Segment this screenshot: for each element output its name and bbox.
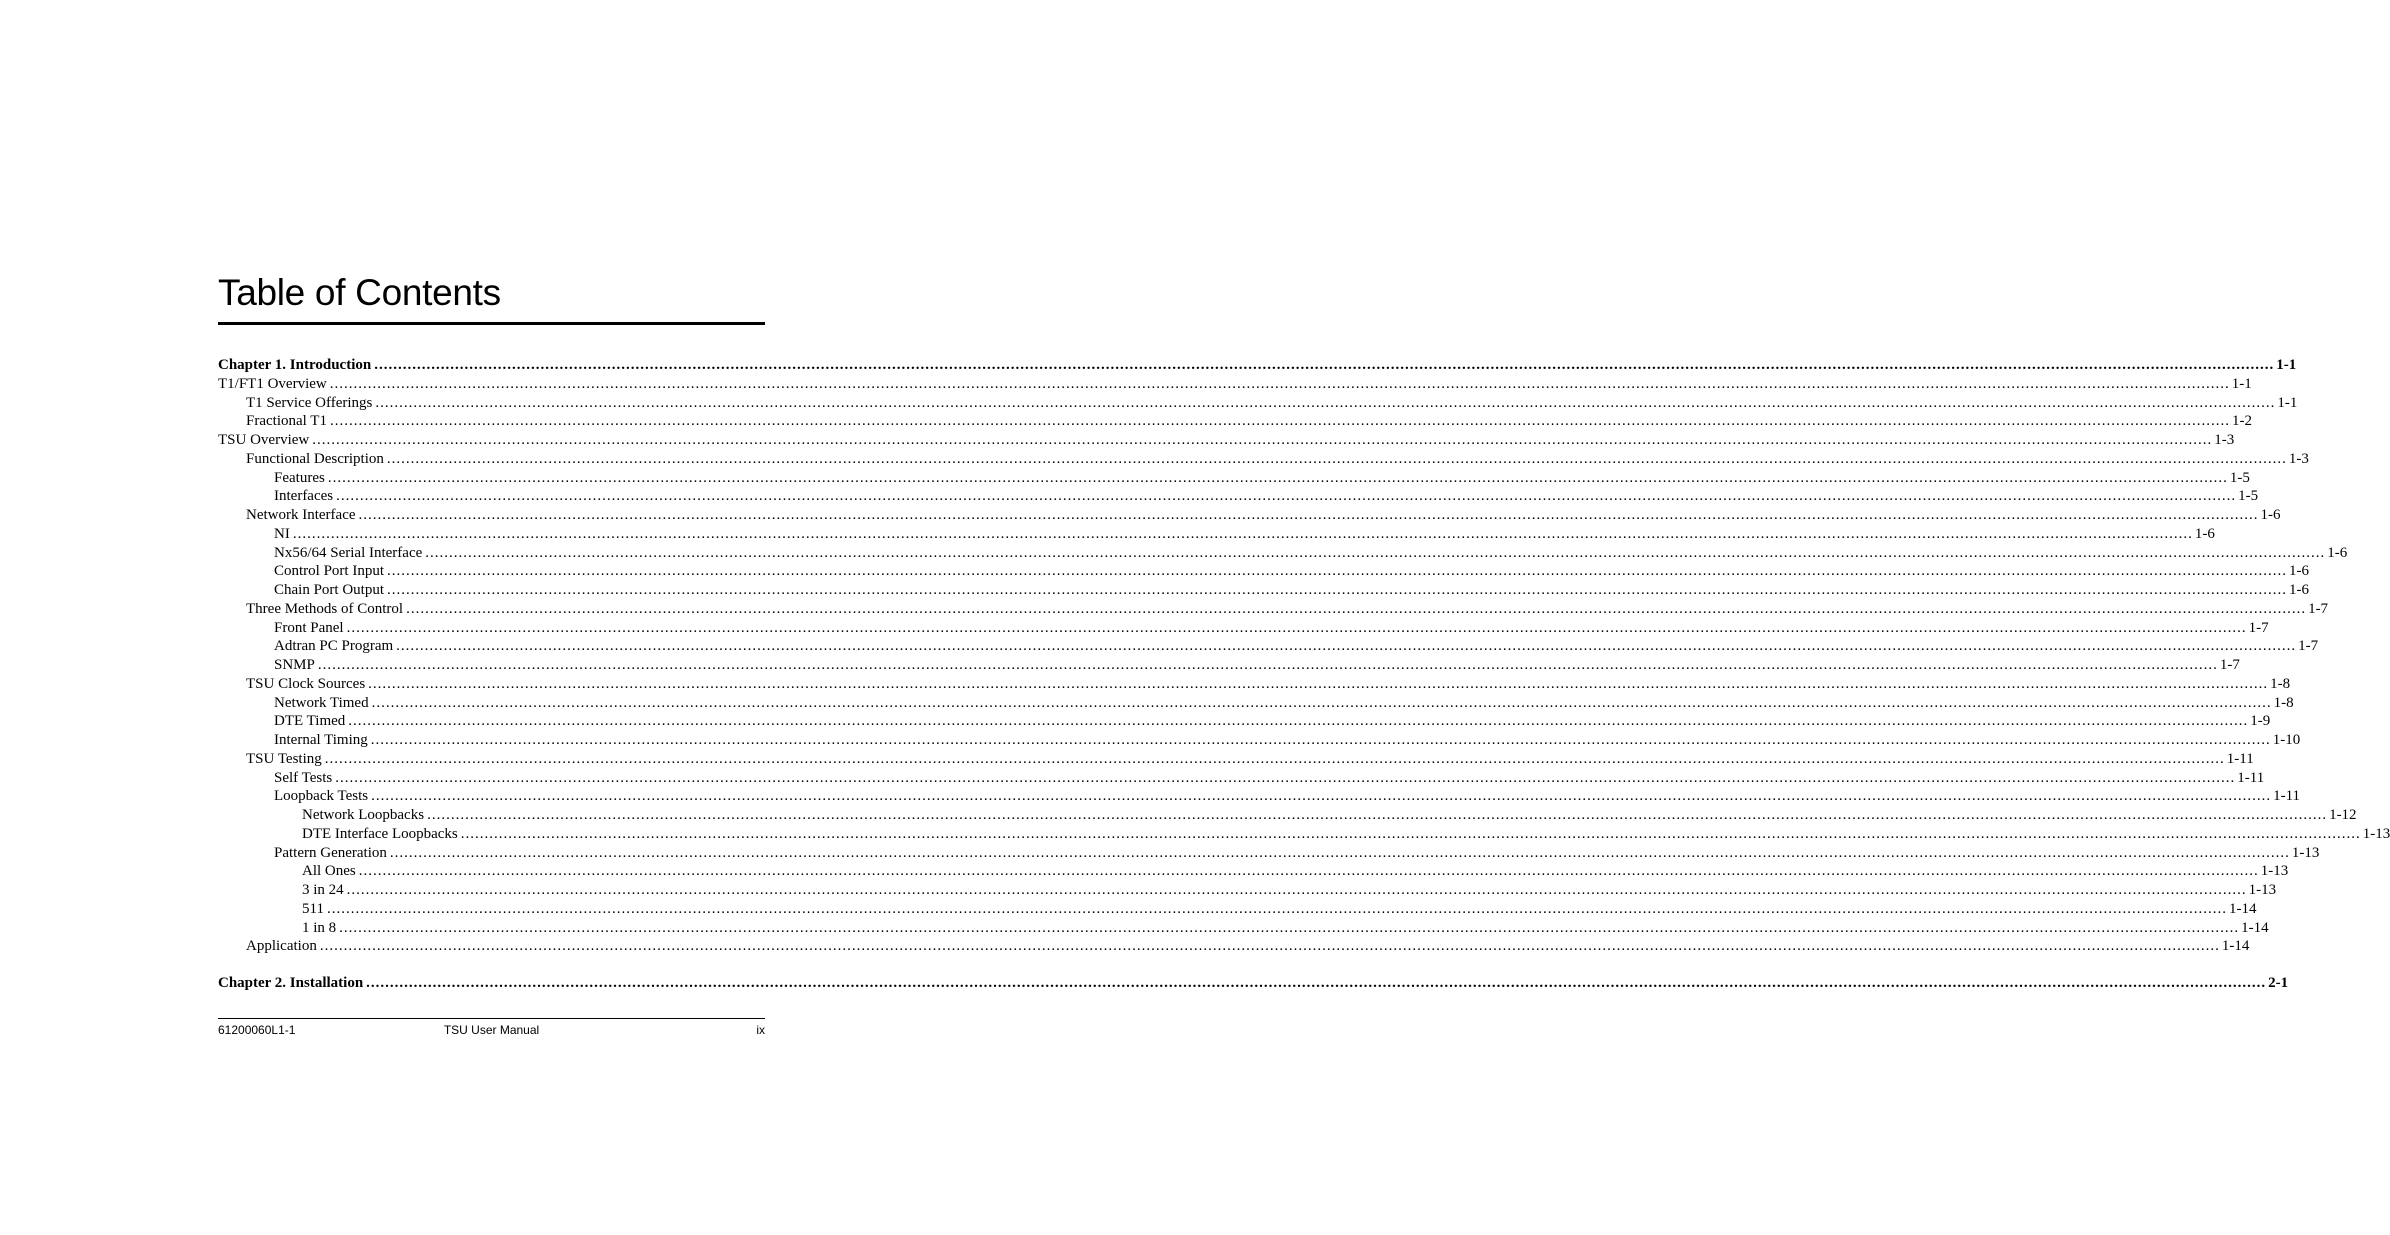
dot-leader: ................................................................................................................................................................................................................................................................................................................................................................................................................ — [460, 825, 2361, 842]
toc-entry-page: 1-14 — [2228, 900, 2257, 917]
toc-entry-label: Internal Timing — [274, 732, 368, 748]
toc-entry[interactable] — [218, 525, 2215, 544]
dot-leader: ................................................................................................................................................................................................................................................................................................................................................................................................................ — [346, 619, 2247, 636]
toc-entry-page: 1-7 — [2219, 657, 2240, 673]
toc-entry[interactable] — [218, 544, 2348, 563]
dot-leader: ................................................................................................................................................................................................................................................................................................................................................................................................................ — [339, 919, 2240, 936]
dot-leader: ................................................................................................................................................................................................................................................................................................................................................................................................................ — [324, 750, 2225, 767]
toc-entry-label: TSU Clock Sources — [246, 675, 366, 692]
dot-leader: ................................................................................................................................................................................................................................................................................................................................................................................................................ — [371, 788, 2272, 805]
dot-leader: ................................................................................................................................................................................................................................................................................................................................................................................................................ — [386, 450, 2287, 467]
toc-entry-page: 1-6 — [2194, 525, 2215, 542]
toc-entry-label: All Ones — [302, 863, 356, 880]
dot-leader: ................................................................................................................................................................................................................................................................................................................................................................................................................ — [312, 432, 2213, 448]
toc-entry-page: 1-7 — [2248, 619, 2269, 636]
toc-entry-label: Pattern Generation — [274, 844, 387, 861]
toc-entry[interactable] — [218, 937, 2250, 956]
dot-leader: ................................................................................................................................................................................................................................................................................................................................................................................................................ — [327, 469, 2228, 486]
toc-entry-label: Nx56/64 Serial Interface — [274, 544, 423, 561]
page-footer — [218, 1023, 765, 1039]
toc-entry-label: Loopback Tests — [274, 788, 369, 805]
toc-entry-label: Interfaces — [274, 488, 334, 505]
toc-entry-label: Functional Description — [246, 450, 384, 467]
toc-entry-page: 1-12 — [2329, 807, 2357, 823]
dot-leader: ................................................................................................................................................................................................................................................................................................................................................................................................................ — [387, 582, 2288, 598]
toc-entry-label: DTE Timed — [274, 713, 346, 730]
toc-entry-page: 1-1 — [2231, 375, 2252, 392]
toc-entry-page: 1-3 — [2214, 432, 2235, 448]
toc-entry-label: Chapter 2. Installation — [218, 975, 364, 992]
toc-entry-label: 511 — [302, 900, 324, 917]
toc-entry-page: 1-13 — [2248, 882, 2277, 898]
dot-leader: ................................................................................................................................................................................................................................................................................................................................................................................................................ — [348, 713, 2249, 730]
toc-entry-label: 1 in 8 — [302, 919, 337, 936]
page-number: ix — [756, 1023, 765, 1037]
manual-title: TSU User Manual — [443, 1023, 540, 1037]
toc-entry[interactable] — [218, 562, 2310, 581]
toc-entry-label: NI — [274, 525, 290, 542]
dot-leader: ................................................................................................................................................................................................................................................................................................................................................................................................................ — [329, 413, 2230, 430]
toc-entry[interactable] — [218, 750, 2254, 769]
toc-entry[interactable] — [218, 619, 2269, 638]
toc-entry[interactable] — [218, 881, 2277, 900]
toc-entry[interactable] — [218, 600, 2329, 619]
dot-leader: ................................................................................................................................................................................................................................................................................................................................................................................................................ — [358, 507, 2259, 523]
toc-entry-page: 1-10 — [2272, 732, 2301, 748]
toc-entry-page: 1-2 — [2231, 413, 2252, 430]
toc-entry-page: 1-7 — [2308, 600, 2329, 617]
toc-entry-page: 1-13 — [2362, 825, 2390, 842]
toc-entry-label: Features — [274, 469, 325, 486]
dot-leader: ................................................................................................................................................................................................................................................................................................................................................................................................................ — [368, 675, 2269, 692]
toc-entry[interactable] — [218, 862, 2289, 881]
toc-entry[interactable] — [218, 919, 2269, 938]
dot-leader: ................................................................................................................................................................................................................................................................................................................................................................................................................ — [396, 638, 2297, 655]
dot-leader: ................................................................................................................................................................................................................................................................................................................................................................................................................ — [292, 525, 2193, 542]
toc-entry[interactable] — [218, 769, 2265, 788]
toc-entry[interactable] — [218, 581, 2310, 600]
toc-spacer — [218, 956, 765, 974]
toc-entry[interactable] — [218, 394, 2298, 413]
toc-entry-label: Application — [246, 938, 317, 955]
toc-entry-page: 1-13 — [2291, 844, 2320, 861]
toc-entry[interactable] — [218, 694, 2294, 713]
toc-entry-page: 1-5 — [2229, 469, 2250, 486]
toc-chapter-entry[interactable] — [218, 974, 2289, 993]
toc-entry-page: 1-6 — [2327, 544, 2348, 561]
dot-leader: ................................................................................................................................................................................................................................................................................................................................................................................................................ — [406, 600, 2307, 617]
toc-entry-label: SNMP — [274, 657, 315, 673]
toc-entry-page: 1-7 — [2298, 638, 2319, 655]
dot-leader: ................................................................................................................................................................................................................................................................................................................................................................................................................ — [326, 900, 2227, 917]
toc-entry-page: 1-11 — [2273, 788, 2301, 805]
toc-entry-label: Chain Port Output — [274, 582, 385, 598]
toc-entry-page: 1-8 — [2270, 675, 2291, 692]
toc-entry-page: 1-8 — [2273, 694, 2294, 711]
toc-entry[interactable] — [218, 656, 2240, 675]
toc-entry[interactable] — [218, 844, 2320, 863]
toc-entry[interactable] — [218, 487, 2259, 506]
toc-entry[interactable] — [218, 506, 2281, 525]
dot-leader: ................................................................................................................................................................................................................................................................................................................................................................................................................ — [317, 657, 2218, 673]
toc-entry[interactable] — [218, 731, 2301, 750]
dot-leader: ................................................................................................................................................................................................................................................................................................................................................................................................................ — [329, 375, 2230, 392]
toc-entry-page: 1-6 — [2289, 563, 2310, 580]
toc-entry[interactable] — [218, 787, 2301, 806]
dot-leader: ................................................................................................................................................................................................................................................................................................................................................................................................................ — [370, 732, 2271, 748]
toc-entry-label: 3 in 24 — [302, 882, 344, 898]
toc-entry-page: 1-11 — [2237, 769, 2265, 786]
toc-entry-label: Network Loopbacks — [302, 807, 425, 823]
dot-leader: ................................................................................................................................................................................................................................................................................................................................................................................................................ — [358, 863, 2259, 880]
toc-entry-label: Adtran PC Program — [274, 638, 394, 655]
dot-leader: ................................................................................................................................................................................................................................................................................................................................................................................................................ — [335, 769, 2236, 786]
toc-entry[interactable] — [218, 900, 2257, 919]
toc-chapter-entry[interactable] — [218, 356, 2297, 375]
toc-entry-page: 1-14 — [2221, 938, 2250, 955]
toc-entry[interactable] — [218, 375, 2252, 394]
toc-entry[interactable] — [218, 637, 2319, 656]
toc-entry-page: 1-6 — [2260, 507, 2281, 523]
dot-leader: ................................................................................................................................................................................................................................................................................................................................................................................................................ — [387, 563, 2288, 580]
toc-entry[interactable] — [218, 450, 2309, 469]
toc-entry-page: 1-6 — [2289, 582, 2310, 598]
dot-leader: ................................................................................................................................................................................................................................................................................................................................................................................................................ — [366, 975, 2267, 992]
page-title: Table of Contents — [218, 272, 501, 313]
toc-entry-page: 2-1 — [2268, 975, 2289, 992]
toc-entry-page: 1-1 — [2277, 394, 2298, 411]
table-of-contents — [218, 356, 2390, 993]
footer-divider — [218, 1018, 765, 1019]
toc-entry[interactable] — [218, 825, 2390, 844]
toc-entry-page: 1-9 — [2250, 713, 2271, 730]
toc-entry-page: 1-3 — [2288, 450, 2309, 467]
toc-entry-page: 1-1 — [2276, 357, 2297, 373]
toc-entry-label: Front Panel — [274, 619, 344, 636]
toc-entry-label: Control Port Input — [274, 563, 385, 580]
title-divider — [218, 322, 765, 325]
toc-entry-page: 1-14 — [2241, 919, 2269, 936]
toc-entry-page: 1-11 — [2226, 750, 2254, 767]
toc-entry[interactable] — [218, 469, 2250, 488]
toc-entry-label: Chapter 1. Introduction — [218, 357, 372, 373]
toc-entry-page: 1-5 — [2238, 488, 2259, 505]
toc-entry-label: Network Timed — [274, 694, 369, 711]
toc-entry-label: Network Interface — [246, 507, 356, 523]
dot-leader: ................................................................................................................................................................................................................................................................................................................................................................................................................ — [425, 544, 2326, 561]
dot-leader: ................................................................................................................................................................................................................................................................................................................................................................................................................ — [319, 938, 2220, 955]
dot-leader: ................................................................................................................................................................................................................................................................................................................................................................................................................ — [389, 844, 2290, 861]
document-number: 61200060L1-1 — [218, 1023, 296, 1037]
toc-entry[interactable] — [218, 806, 2357, 825]
toc-entry-label: T1 Service Offerings — [246, 394, 373, 411]
toc-entry[interactable] — [218, 712, 2271, 731]
toc-entry-page: 1-13 — [2260, 863, 2289, 880]
dot-leader: ................................................................................................................................................................................................................................................................................................................................................................................................................ — [336, 488, 2237, 505]
toc-entry-label: T1/FT1 Overview — [218, 375, 327, 392]
toc-entry-label: TSU Overview — [218, 432, 310, 448]
toc-entry-label: DTE Interface Loopbacks — [302, 825, 458, 842]
toc-entry-label: Self Tests — [274, 769, 333, 786]
dot-leader: ................................................................................................................................................................................................................................................................................................................................................................................................................ — [375, 394, 2276, 411]
dot-leader: ................................................................................................................................................................................................................................................................................................................................................................................................................ — [371, 694, 2272, 711]
toc-entry[interactable] — [218, 431, 2235, 450]
toc-entry[interactable] — [218, 412, 2252, 431]
dot-leader: ................................................................................................................................................................................................................................................................................................................................................................................................................ — [427, 807, 2328, 823]
dot-leader: ................................................................................................................................................................................................................................................................................................................................................................................................................ — [374, 357, 2275, 373]
toc-entry-label: TSU Testing — [246, 750, 322, 767]
dot-leader: ................................................................................................................................................................................................................................................................................................................................................................................................................ — [346, 882, 2247, 898]
toc-entry[interactable] — [218, 675, 2291, 694]
toc-entry-label: Three Methods of Control — [246, 600, 404, 617]
toc-entry-label: Fractional T1 — [246, 413, 327, 430]
